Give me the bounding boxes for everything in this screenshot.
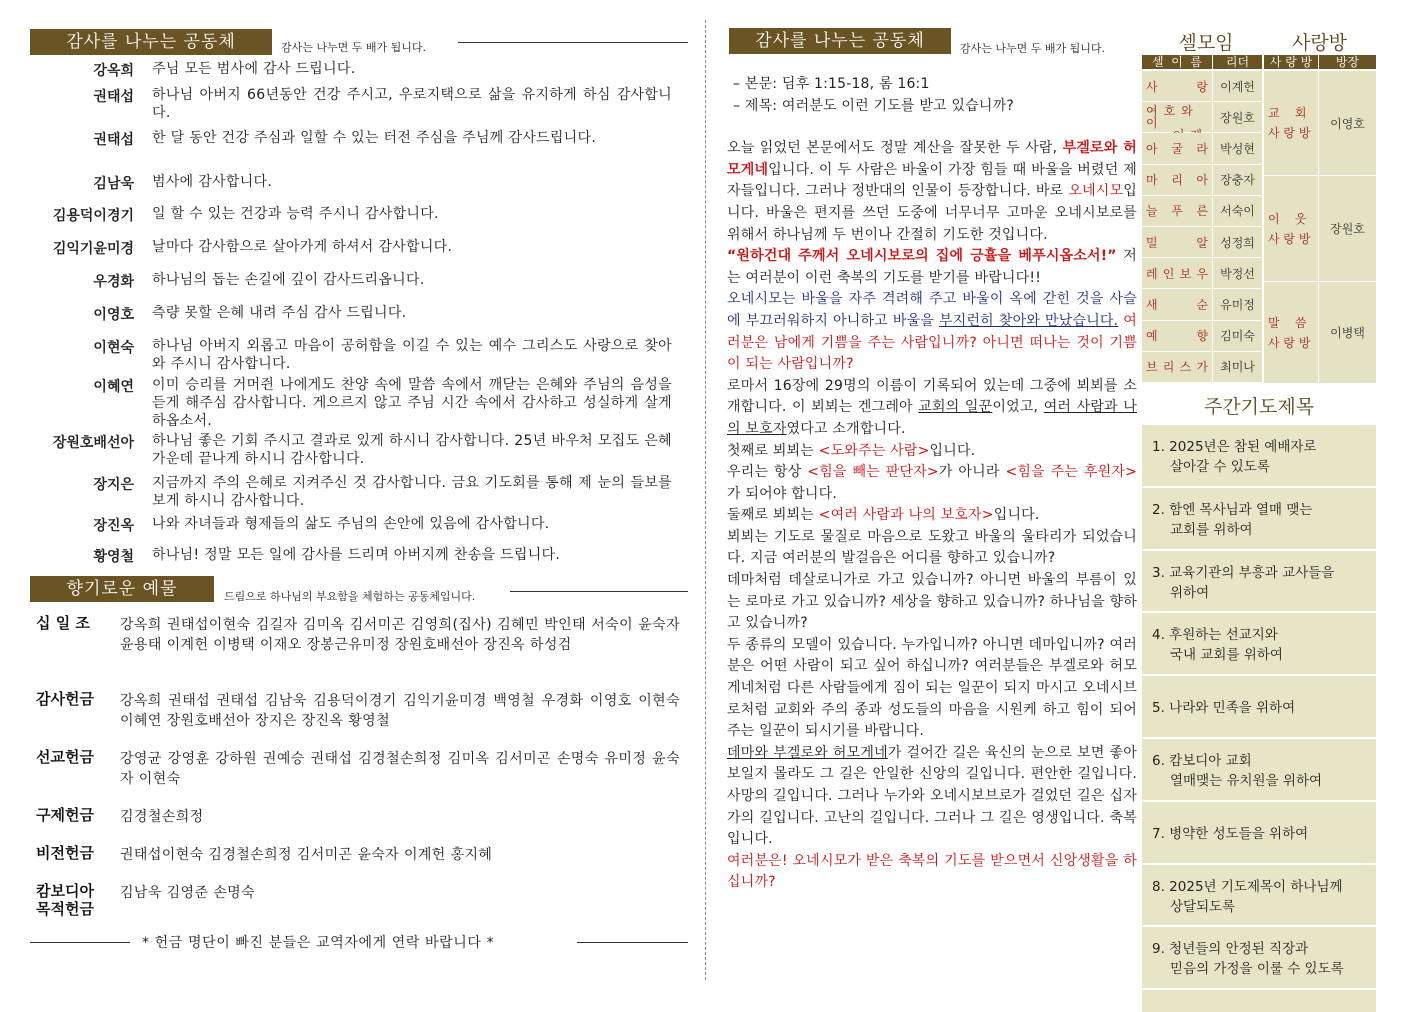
prayer-item bbox=[1142, 676, 1376, 737]
offering-label: 비전헌금 bbox=[36, 844, 94, 862]
thanks-text: 주님 모든 범사에 감사 드립니다. bbox=[152, 61, 356, 77]
thanks-rule bbox=[458, 42, 688, 43]
offering-names: 김남욱 김영준 손명숙 bbox=[120, 885, 256, 901]
sermon-para-3: 로마서 16장에 29명의 이름이 기록되어 있는데 그중에 뵈뵈를 소개합니다. 이 뵈뵈는 겐그레아 교회의 일꾼이었고, 여러 사람과 나의 보호자였다고 소개합니다. bbox=[727, 377, 1137, 437]
sermon-para-4: 첫째로 뵈뵈는 <도와주는 사람>입니다. bbox=[727, 442, 976, 459]
prayer-line: 2. 함엔 목사님과 열매 맺는 bbox=[1152, 501, 1313, 518]
offering-label: 감사헌금 bbox=[36, 690, 94, 708]
prayer-line: 열매맺는 유치원을 위하여 bbox=[1170, 773, 1323, 789]
prayer-item bbox=[1142, 425, 1376, 486]
cell-name-part: 인 bbox=[1162, 266, 1175, 281]
sermon-para-2: 오네시모는 바울을 자주 격려해 주고 바울이 옥에 갇힌 것을 사슬에 부끄러워하지 아니하고 바울을 부지런히 찾아와 만났습니다. 여러분은 남에게 기쁨을 주는 사람입니까? 아니면 떠나는 것이 기쁨이 되는 사람입니까? bbox=[727, 291, 1137, 373]
thanks-name: 황영철 bbox=[93, 549, 134, 565]
rooms-header-head: 방장 bbox=[1319, 55, 1376, 69]
room-head: 장원호 bbox=[1319, 176, 1376, 281]
footer-rule-left bbox=[30, 942, 130, 943]
cell-leader: 최미나 bbox=[1213, 352, 1262, 382]
thanks-name: 권태섭 bbox=[93, 132, 134, 148]
cell-name-part: 랑 bbox=[1196, 79, 1208, 94]
room-head: 이병택 bbox=[1319, 282, 1376, 383]
offering-label: 선교헌금 bbox=[36, 748, 94, 766]
cell-leader: 성정희 bbox=[1213, 227, 1262, 257]
cell-name bbox=[1142, 258, 1212, 288]
prayer-line: 국내 교회를 위하여 bbox=[1170, 647, 1283, 664]
thanks-text: 하나님! 정말 모든 일에 감사를 드리며 아버지께 찬송을 드립니다. bbox=[152, 547, 561, 563]
prayer-line: 교회를 위하여 bbox=[1170, 521, 1253, 538]
prayer-line: 1. 2025년은 참된 예배자로 bbox=[1152, 439, 1317, 455]
cell-name-part: 브 bbox=[1146, 360, 1158, 375]
offering-label: 십 일 조 bbox=[36, 614, 90, 632]
thanks-subtitle: 감사는 나누면 두 배가 됩니다. bbox=[281, 41, 426, 54]
prayer-line: 9. 청년들의 안정된 직장과 bbox=[1152, 941, 1309, 958]
cell-name bbox=[1142, 133, 1212, 163]
thanks-name: 장지은 bbox=[93, 477, 134, 493]
cell-leader: 김미숙 bbox=[1213, 321, 1262, 351]
sermon-para-7: 뵈뵈는 기도로 물질로 마음으로 도왔고 바울의 울타리가 되었습니다. 지금 여러분의 발걸음은 어디를 향하고 있습니까? bbox=[727, 528, 1137, 567]
cell-name-part: 른 bbox=[1196, 204, 1208, 219]
thanks-name: 장원호배선아 bbox=[52, 435, 134, 451]
thanks-text: 하나님의 돕는 손길에 깊이 감사드리옵니다. bbox=[152, 272, 425, 288]
sermon-para-10: 데마와 부겔로와 허모게네가 걸어간 길은 육신의 눈으로 보면 좋아 보일지 몰라도 그 길은 안일한 신앙의 길입니다. 편안한 길입니다. 사망의 길입니다. 그러나 누가와 오네시보브로가 걸었던 길은 십자가의 길입니다. 고난의 길입니다. 그러나 그 길은 영생입니다. 축복입니다. bbox=[727, 744, 1137, 848]
cell-name-part: 마 bbox=[1146, 173, 1158, 188]
cell-name bbox=[1142, 352, 1212, 382]
sermon-body bbox=[727, 74, 1137, 894]
room-name-line: 말 씀 bbox=[1268, 315, 1307, 330]
sermon-title: – 제목: 여러분도 이런 기도를 받고 있습니까? bbox=[733, 97, 1014, 114]
cell-leader: 유미정 bbox=[1213, 289, 1262, 319]
room-name-line: 사 랑 방 bbox=[1268, 126, 1311, 140]
prayer-line: 8. 2025년 기도제목이 하나님께 bbox=[1152, 878, 1343, 895]
fold-line bbox=[705, 20, 706, 980]
thanks-text: 지금까지 주의 은혜로 지켜주신 것 감사합니다. 금요 기도회를 통해 제 눈의 들보를 보게 하시니 감사합니다. bbox=[152, 475, 672, 509]
sermon-para-5: 우리는 항상 <힘을 빼는 판단자>가 아니라 <힘을 주는 후원자>가 되어야 합니다. bbox=[727, 464, 1138, 502]
cell-name-part: 예 bbox=[1146, 329, 1158, 344]
rooms-header-name: 사 랑 방 bbox=[1264, 55, 1318, 69]
offering-names: 권태섭이현숙 김경철손희정 김서미곤 윤숙자 이계헌 홍지혜 bbox=[120, 847, 493, 863]
offering-names: 강옥희 권태섭이현숙 김길자 김미옥 김서미곤 김영희(집사) 김혜민 박인태 서숙이 윤숙자 윤용태 이계헌 이병택 이재오 장봉근유미정 장원호배선아 장진옥 하성검 bbox=[120, 617, 680, 653]
cells-title: 셀모임 bbox=[1178, 32, 1234, 54]
thanks-text: 날마다 감사함으로 살아가게 하셔서 감사합니다. bbox=[152, 239, 453, 255]
prayer-item bbox=[1142, 551, 1376, 612]
cell-name-part: 아 bbox=[1196, 173, 1208, 188]
cell-leader: 서숙이 bbox=[1213, 196, 1262, 226]
cell-name bbox=[1142, 71, 1212, 101]
cell-leader: 이계헌 bbox=[1213, 71, 1262, 101]
cell-name-part: 푸 bbox=[1171, 204, 1183, 219]
cell-name bbox=[1142, 102, 1212, 132]
prayer-item bbox=[1142, 488, 1376, 549]
sermon-para-1: 오늘 읽었던 본문에서도 정말 계산을 잘못한 두 사람, 부겔로와 허모게네입니다. 이 두 사람은 바울이 가장 힘들 때 바울을 버렸던 제자들입니다. 그러나 정반대의 인물이 등장합니다. 바로 오네시모입니다. 바울은 편지를 쓰던 도중에 너무너무 고마운 오네시보로를 위해서 하나님께 두 번이나 간절히 기도한 것입니다. bbox=[727, 140, 1137, 243]
thanks-name: 우경화 bbox=[93, 274, 134, 290]
thanks-name: 이영호 bbox=[93, 307, 134, 323]
thanks-name: 김익기윤미경 bbox=[52, 241, 134, 257]
prayer-item bbox=[1142, 802, 1376, 863]
room-name bbox=[1264, 71, 1318, 175]
cell-name-part: 가 bbox=[1196, 360, 1208, 375]
thanks-name: 장진옥 bbox=[93, 518, 134, 534]
cell-name bbox=[1142, 196, 1212, 226]
cell-name bbox=[1142, 165, 1212, 195]
cell-name-part: 아 bbox=[1146, 141, 1158, 156]
prayer-line: 믿음의 가정을 이룰 수 있도록 bbox=[1170, 961, 1344, 978]
cell-leader: 박성현 bbox=[1213, 133, 1262, 163]
cell-name-part: 라 bbox=[1196, 141, 1208, 156]
cell-name-part: 리 bbox=[1162, 360, 1175, 375]
prayer-line: 6. 캄보디아 교회 bbox=[1152, 753, 1252, 769]
prayer-line: 5. 나라와 민족을 위하여 bbox=[1152, 700, 1296, 717]
thanks-name: 이현숙 bbox=[93, 340, 134, 356]
sermon-quote: “원하건대 주께서 오네시보로의 집에 긍휼을 베푸시옵소서!” 저는 여러분이 이런 축복의 기도를 받기를 바랍니다!! bbox=[727, 248, 1137, 286]
offering-names: 강옥희 권태섭 권태섭 김남욱 김용덕이경기 김익기윤미경 백영철 우경화 이영호 이현숙 이혜연 장원호배선아 장지은 장진옥 황영철 bbox=[120, 693, 680, 729]
prayer-item bbox=[1142, 739, 1376, 800]
sermon-passage: – 본문: 딤후 1:15-18, 롬 16:1 bbox=[733, 76, 930, 92]
cell-name bbox=[1142, 289, 1212, 319]
cell-name-part: 향 bbox=[1196, 329, 1208, 344]
thanks-name: 강옥희 bbox=[93, 63, 134, 79]
room-head: 이영호 bbox=[1319, 71, 1376, 175]
thanks-name: 권태섭 bbox=[93, 89, 134, 105]
prayer-line: 7. 병약한 성도들을 위하여 bbox=[1152, 825, 1309, 842]
sermon-para-6: 둘째로 뵈뵈는 <여러 사람과 나의 보호자>입니다. bbox=[727, 507, 1040, 524]
cell-name-part: 알 bbox=[1196, 235, 1208, 250]
cell-name bbox=[1142, 321, 1212, 351]
room-name-line: 사 랑 방 bbox=[1268, 335, 1311, 350]
cell-name-part: 굴 bbox=[1171, 141, 1183, 156]
room-name-line: 교 회 bbox=[1268, 106, 1307, 120]
cell-name-part: 리 bbox=[1171, 173, 1183, 188]
prayer-tail bbox=[1142, 990, 1376, 1012]
offering-rule bbox=[510, 591, 688, 592]
cell-name-part: 여호와이 bbox=[1146, 104, 1199, 131]
cell-name-part: 레 bbox=[1146, 266, 1158, 281]
prayer-title: 주간기도제목 bbox=[1203, 396, 1315, 418]
offering-names: 김경철손희정 bbox=[120, 809, 204, 825]
offering-label: 캄보디아 목적헌금 bbox=[36, 882, 94, 918]
offering-subtitle: 드림으로 하나님의 부요함을 체험하는 공동체입니다. bbox=[224, 590, 476, 603]
prayer-line: 위하여 bbox=[1170, 584, 1210, 601]
cell-name-part: 보 bbox=[1179, 266, 1192, 281]
thanks-name: 이혜연 bbox=[93, 379, 134, 395]
prayer-item bbox=[1142, 865, 1376, 926]
thanks-text: 하나님 아버지 외롭고 마음이 공허함을 이길 수 있는 예수 그리스도 사랑으로 찾아와 주시니 감사합니다. bbox=[152, 338, 672, 372]
thanks-text: 범사에 감사합니다. bbox=[152, 174, 273, 190]
sermon-para-11: 여러분은! 오네시모가 받은 축복의 기도를 받으면서 신앙생활을 하십니까? bbox=[727, 852, 1137, 891]
thanks-text: 하나님 좋은 기회 주시고 결과로 있게 하시니 감사합니다. 25년 바우처 모집도 은혜 가운데 끝나게 하시니 감사합니다. bbox=[152, 433, 672, 467]
cell-leader: 박정선 bbox=[1213, 258, 1262, 288]
thanks-name: 김용덕이경기 bbox=[52, 208, 134, 224]
room-name bbox=[1264, 282, 1318, 383]
rooms-title: 사랑방 bbox=[1291, 32, 1348, 54]
sermon-para-9: 두 종류의 모델이 있습니다. 누가입니까? 아니면 데마입니까? 여러분은 어떤 사람이 되고 싶어 하십니까? 여러분들은 부겔로와 허모게네처럼 다른 사람들에게 짐이 되는 일꾼이 되지 마시고 오네시브로처럼 교회와 주의 종과 성도들의 마음을 시원케 하고 힘이 되어주는 일꾼이 되시기를 바랍니다. bbox=[727, 636, 1137, 740]
prayer-line: 3. 교육기관의 부흥과 교사들을 bbox=[1152, 564, 1335, 581]
cell-name-part: 사 bbox=[1146, 79, 1158, 94]
thanks-text: 일 할 수 있는 건강과 능력 주시니 감사합니다. bbox=[152, 206, 439, 222]
cell-name-part: 새 bbox=[1146, 297, 1158, 312]
cell-name-part: 늘 bbox=[1146, 204, 1158, 219]
prayer-item bbox=[1142, 927, 1376, 988]
cell-name bbox=[1142, 227, 1212, 257]
footer-rule-right bbox=[577, 942, 688, 943]
cell-leader: 장충자 bbox=[1213, 165, 1262, 195]
cell-name-part: 스 bbox=[1179, 360, 1192, 375]
thanks-text: 나와 자녀들과 형제들의 삶도 주님의 손안에 있음에 감사합니다. bbox=[152, 516, 550, 532]
room-name-line: 사 랑 방 bbox=[1268, 231, 1311, 246]
prayer-line: 살아갈 수 있도록 bbox=[1170, 459, 1270, 475]
room-name bbox=[1264, 176, 1318, 281]
cell-leader: 장원호 bbox=[1213, 102, 1262, 132]
sermon-para-8: 데마처럼 데살로니가로 가고 있습니까? 아니면 바울의 부름이 있는 로마로 가고 있습니까? 세상을 향하고 있습니까? 하나님을 향하고 있습니까? bbox=[727, 572, 1137, 632]
thanks-text: 이미 승리를 거머쥔 나에게도 찬양 속에 말씀 속에서 깨닫는 은혜와 주님의 음성을 듣게 해주심 감사합니다. 게으르지 않고 주님 시간 속에서 감사하고 성실하게 살게 하옵소서. bbox=[152, 377, 672, 429]
thanks-text: 측량 못할 은혜 내려 주심 감사 드립니다. bbox=[152, 305, 407, 321]
thanks-header: 감사를 나누는 공동체 bbox=[30, 29, 272, 55]
thanks-text: 한 달 동안 건강 주심과 일할 수 있는 터전 주심을 주님께 감사드립니다. bbox=[152, 130, 597, 146]
footer-note: * 헌금 명단이 빠진 분들은 교역자에게 연락 바랍니다 * bbox=[142, 935, 495, 951]
prayer-line: 4. 후원하는 선교지와 bbox=[1152, 627, 1278, 644]
prayer-item bbox=[1142, 613, 1376, 674]
sermon-header: 감사를 나누는 공동체 bbox=[729, 28, 951, 54]
cell-name-part: 우 bbox=[1196, 266, 1208, 281]
room-name-line: 이 웃 bbox=[1268, 211, 1307, 226]
offering-header: 향기로운 예물 bbox=[30, 576, 214, 602]
prayer-line: 상달되도록 bbox=[1170, 898, 1236, 915]
cell-name-part: 순 bbox=[1196, 297, 1208, 312]
thanks-name: 김남욱 bbox=[93, 176, 134, 192]
thanks-text: 하나님 아버지 66년동안 건강 주시고, 우로지택으로 삶을 유지하게 하심 감사합니다. bbox=[152, 87, 672, 121]
cell-name-part: 밀 bbox=[1146, 235, 1158, 250]
offering-label: 구제헌금 bbox=[36, 806, 94, 824]
cells-header-name: 셀 이 름 bbox=[1142, 55, 1212, 69]
sermon-subtitle: 감사는 나누면 두 배가 됩니다. bbox=[960, 42, 1105, 55]
offering-names: 강영균 강영훈 강하원 권예승 권태섭 김경철손희정 김미옥 김서미곤 손명숙 유미정 윤숙자 이현숙 bbox=[120, 751, 680, 787]
cells-header-leader: 리더 bbox=[1213, 55, 1262, 69]
